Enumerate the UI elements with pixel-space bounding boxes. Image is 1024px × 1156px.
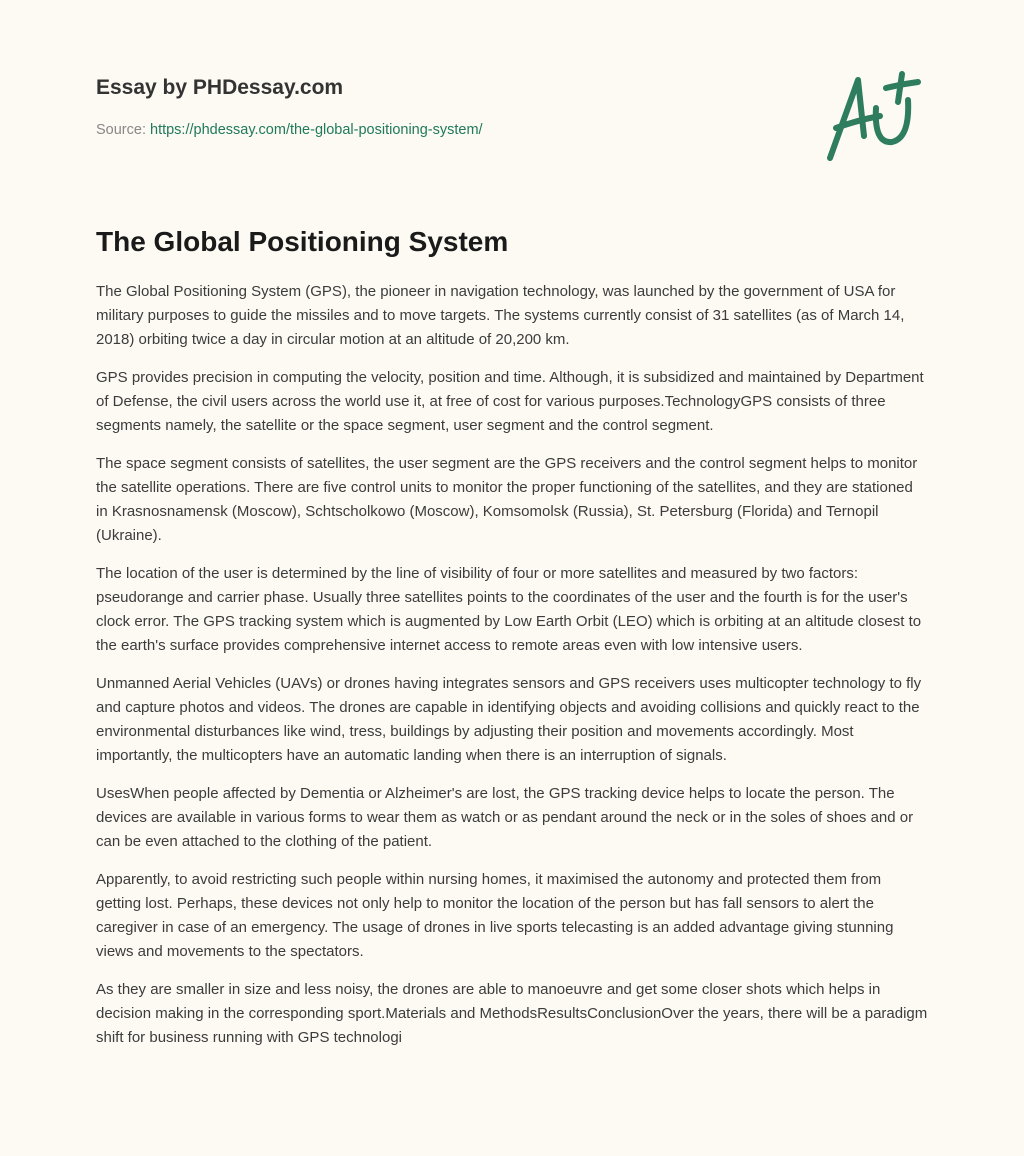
essay-paragraph: The space segment consists of satellites, the user segment are the GPS receivers and the control segment helps to monitor the satellite operations. There are five control units to monitor the proper functioning of the satellites, and they are stationed in Krasnosnamensk (Moscow), Schtscholkowo (Moscow), Komsomolsk (Russia), St. Petersburg (Florida) and Ternopil (Ukraine). — [96, 455, 918, 544]
essay-paragraph: As they are smaller in size and less noisy, the drones are able to manoeuvre and get some closer shots which helps in decision making in the corresponding sport.Materials and MethodsResultsConclusionOver the years, there will be a paradigm shift for business running with GPS technologi — [96, 981, 928, 1046]
essay-body — [96, 226, 928, 1064]
source-label: Source: — [96, 122, 150, 138]
source-link[interactable]: https://phdessay.com/the-global-positioning-system/ — [150, 122, 483, 138]
essay-title: The Global Positioning System — [96, 226, 509, 257]
brand-title: Essay by PHDessay.com — [96, 76, 344, 99]
a-plus-logo-icon — [818, 66, 928, 166]
essay-paragraph: The location of the user is determined by the line of visibility of four or more satellites and measured by two factors: pseudorange and carrier phase. Usually three satellites points to the coordinates of the user and the fourth is for the user's clock error. The GPS tracking system which is augmented by Low Earth Orbit (LEO) which is orbiting at an altitude closest to the earth's surface provides comprehensive internet access to remote areas even with low intensive users. — [96, 565, 922, 654]
essay-paragraph: The Global Positioning System (GPS), the pioneer in navigation technology, was launched by the government of USA for military purposes to guide the missiles and to move targets. The systems currently consist of 31 satellites (as of March 14, 2018) orbiting twice a day in circular motion at an altitude of 20,200 km. — [96, 283, 905, 348]
essay-paragraph: Unmanned Aerial Vehicles (UAVs) or drones having integrates sensors and GPS receivers uses multicopter technology to fly and capture photos and videos. The drones are capable in identifying objects and avoiding collisions and quickly react to the environmental disturbances like wind, tress, buildings by adjusting their position and movements accordingly. Most importantly, the multicopters have an automatic landing when there is an interruption of signals. — [96, 675, 922, 764]
essay-paragraph: UsesWhen people affected by Dementia or Alzheimer's are lost, the GPS tracking device helps to locate the person. The devices are available in various forms to wear them as watch or as pendant around the neck or in the soles of shoes and or can be even attached to the clothing of the patient. — [96, 785, 914, 850]
source-line — [96, 122, 483, 138]
essay-paragraph: Apparently, to avoid restricting such people within nursing homes, it maximised the autonomy and protected them from getting lost. Perhaps, these devices not only help to monitor the location of the person but has fall sensors to alert the caregiver in case of an emergency. The usage of drones in live sports telecasting is an added advantage giving stunning views and movements to the spectators. — [96, 871, 894, 960]
essay-paragraph: GPS provides precision in computing the velocity, position and time. Although, it is subsidized and maintained by Department of Defense, the civil users across the world use it, at free of cost for various purposes.TechnologyGPS consists of three segments namely, the satellite or the space segment, user segment and the control segment. — [96, 369, 924, 434]
essay-header — [96, 76, 483, 138]
